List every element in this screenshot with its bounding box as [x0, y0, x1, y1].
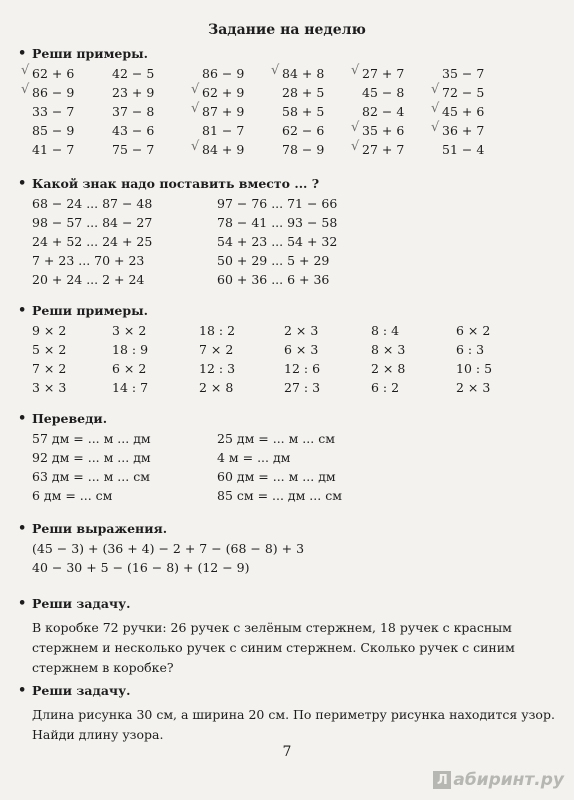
exercise-row — [18, 194, 558, 213]
section-heading: • Реши примеры. — [18, 46, 558, 64]
exercise-item — [284, 342, 371, 357]
exercise-text: 27 : 3 — [284, 380, 321, 395]
exercise-item — [217, 450, 467, 465]
exercise-row — [18, 121, 558, 140]
exercise-text: 10 : 5 — [456, 361, 493, 376]
exercise-item — [202, 123, 282, 138]
problem-text: Длина рисунка 30 см, а ширина 20 см. По периметру рисунка находится узор. Найди длину узора. — [32, 707, 555, 742]
exercise-text: 7 × 2 — [199, 342, 234, 357]
exercise-item — [32, 234, 217, 249]
section-heading: • Реши задачу. — [18, 596, 558, 614]
exercise-item — [199, 361, 284, 376]
exercise-row — [18, 232, 558, 251]
check-mark-icon: √ — [191, 101, 200, 116]
exercise-text: 62 + 9 — [202, 85, 245, 100]
exercise-row — [18, 83, 558, 102]
exercise-text: 87 + 9 — [202, 104, 245, 119]
exercise-row — [18, 486, 558, 505]
exercise-text: 97 − 76 ... 71 − 66 — [217, 196, 338, 211]
exercise-item — [217, 253, 467, 268]
section-solve-examples-1 — [18, 46, 558, 159]
exercise-item — [284, 323, 371, 338]
watermark-letter-icon: Л — [433, 771, 451, 789]
exercise-item — [217, 469, 467, 484]
exercise-item — [199, 380, 284, 395]
exercise-item — [284, 380, 371, 395]
exercise-item — [202, 66, 282, 81]
exercise-item — [112, 361, 199, 376]
exercise-text: 54 + 23 ... 54 + 32 — [217, 234, 338, 249]
exercise-item — [112, 104, 202, 119]
exercise-item — [32, 123, 112, 138]
exercise-text: 45 − 8 — [362, 85, 405, 100]
exercise-text: 7 × 2 — [32, 361, 67, 376]
exercise-item — [217, 272, 467, 287]
exercise-item — [217, 431, 467, 446]
exercise-text: 6 × 3 — [284, 342, 319, 357]
exercise-text: 5 × 2 — [32, 342, 67, 357]
exercise-text: 3 × 2 — [112, 323, 147, 338]
section-heading: • Какой знак надо поставить вместо ... ? — [18, 176, 558, 194]
exercise-text: 63 дм = ... м ... см — [32, 469, 150, 484]
exercise-item — [32, 450, 217, 465]
exercise-text: 75 − 7 — [112, 142, 155, 157]
exercise-text: 43 − 6 — [112, 123, 155, 138]
exercise-row — [18, 340, 558, 359]
exercise-item — [32, 323, 112, 338]
exercise-text: 84 + 9 — [202, 142, 245, 157]
exercise-item — [442, 66, 512, 81]
exercise-item — [371, 380, 456, 395]
section-word-problem-1 — [18, 596, 558, 678]
exercise-text: 81 − 7 — [202, 123, 245, 138]
exercise-text: 51 − 4 — [442, 142, 485, 157]
exercise-item — [32, 342, 112, 357]
exercise-text: 98 − 57 ... 84 − 27 — [32, 215, 153, 230]
exercise-item — [112, 142, 202, 157]
exercise-text: 78 − 41 ... 93 − 58 — [217, 215, 338, 230]
exercise-text: 14 : 7 — [112, 380, 149, 395]
exercise-text: 6 : 2 — [371, 380, 400, 395]
section-word-problem-2 — [18, 683, 558, 745]
exercise-item — [456, 323, 526, 338]
section-heading: • Реши задачу. — [18, 683, 558, 701]
exercise-row — [18, 140, 558, 159]
exercise-item — [32, 142, 112, 157]
exercise-item — [32, 196, 217, 211]
section-heading: • Реши примеры. — [18, 303, 558, 321]
exercise-text: 27 + 7 — [362, 66, 405, 81]
exercise-item — [32, 104, 112, 119]
check-mark-icon: √ — [21, 82, 30, 97]
check-mark-icon: √ — [21, 63, 30, 78]
exercise-item — [217, 196, 467, 211]
exercise-text: 58 + 5 — [282, 104, 325, 119]
page-title: Задание на неделю — [208, 22, 366, 38]
exercise-row — [18, 429, 558, 448]
exercise-row — [18, 270, 558, 289]
exercise-item — [351, 139, 442, 157]
exercise-item — [112, 380, 199, 395]
section-expressions — [18, 521, 558, 577]
exercise-text: 57 дм = ... м ... дм — [32, 431, 151, 446]
exercise-text: 50 + 29 ... 5 + 29 — [217, 253, 330, 268]
exercise-item — [32, 469, 217, 484]
exercise-text: 62 + 6 — [32, 66, 75, 81]
exercise-row — [18, 64, 558, 83]
exercise-item — [456, 380, 526, 395]
exercise-text: 86 − 9 — [202, 66, 245, 81]
exercise-text: 72 − 5 — [442, 85, 485, 100]
exercise-text: 85 − 9 — [32, 123, 75, 138]
expression-line: (45 − 3) + (36 + 4) − 2 + 7 − (68 − 8) + 3 — [32, 541, 305, 556]
exercise-item — [112, 342, 199, 357]
check-mark-icon: √ — [431, 82, 440, 97]
exercise-item — [431, 101, 512, 119]
exercise-text: 3 × 3 — [32, 380, 67, 395]
exercise-text: 4 м = ... дм — [217, 450, 291, 465]
exercise-item — [362, 104, 442, 119]
exercise-item — [32, 431, 217, 446]
exercise-text: 2 × 8 — [371, 361, 406, 376]
exercise-item — [21, 63, 112, 81]
exercise-text: 12 : 3 — [199, 361, 236, 376]
check-mark-icon: √ — [351, 63, 360, 78]
exercise-item — [32, 253, 217, 268]
watermark-text: абиринт.ру — [453, 770, 564, 790]
section-convert-units — [18, 411, 558, 505]
exercise-item — [217, 488, 467, 503]
exercise-text: 35 − 7 — [442, 66, 485, 81]
exercise-text: 68 − 24 ... 87 − 48 — [32, 196, 153, 211]
exercise-text: 33 − 7 — [32, 104, 75, 119]
check-mark-icon: √ — [351, 139, 360, 154]
exercise-text: 82 − 4 — [362, 104, 405, 119]
check-mark-icon: √ — [431, 101, 440, 116]
section-compare-sign — [18, 176, 558, 289]
expression-line: 40 − 30 + 5 − (16 − 8) + (12 − 9) — [32, 560, 250, 575]
exercise-item — [32, 380, 112, 395]
exercise-text: 18 : 2 — [199, 323, 236, 338]
exercise-item — [112, 85, 202, 100]
exercise-item — [284, 361, 371, 376]
exercise-item — [217, 215, 467, 230]
exercise-item — [282, 142, 362, 157]
check-mark-icon: √ — [271, 63, 280, 78]
exercise-item — [362, 85, 442, 100]
exercise-text: 45 + 6 — [442, 104, 485, 119]
exercise-text: 8 : 4 — [371, 323, 400, 338]
exercise-row — [18, 359, 558, 378]
exercise-text: 36 + 7 — [442, 123, 485, 138]
exercise-text: 37 − 8 — [112, 104, 155, 119]
watermark-logo — [433, 770, 564, 790]
exercise-text: 12 : 6 — [284, 361, 321, 376]
exercise-text: 27 + 7 — [362, 142, 405, 157]
exercise-item — [431, 120, 512, 138]
exercise-text: 6 × 2 — [456, 323, 491, 338]
exercise-text: 62 − 6 — [282, 123, 325, 138]
exercise-text: 6 : 3 — [456, 342, 485, 357]
exercise-text: 35 + 6 — [362, 123, 405, 138]
check-mark-icon: √ — [431, 120, 440, 135]
exercise-row — [18, 448, 558, 467]
exercise-text: 86 − 9 — [32, 85, 75, 100]
exercise-item — [371, 342, 456, 357]
exercise-item — [271, 63, 362, 81]
exercise-item — [371, 361, 456, 376]
exercise-item — [199, 342, 284, 357]
section-solve-examples-2 — [18, 303, 558, 397]
check-mark-icon: √ — [191, 139, 200, 154]
exercise-text: 24 + 52 ... 24 + 25 — [32, 234, 153, 249]
exercise-text: 2 × 8 — [199, 380, 234, 395]
section-heading: • Реши выражения. — [18, 521, 558, 539]
exercise-item — [191, 139, 282, 157]
exercise-row — [18, 213, 558, 232]
section-heading: • Переведи. — [18, 411, 558, 429]
check-mark-icon: √ — [191, 82, 200, 97]
exercise-row — [18, 321, 558, 340]
exercise-item — [217, 234, 467, 249]
exercise-text: 28 + 5 — [282, 85, 325, 100]
exercise-text: 92 дм = ... м ... дм — [32, 450, 151, 465]
exercise-text: 78 − 9 — [282, 142, 325, 157]
exercise-item — [21, 82, 112, 100]
exercise-text: 6 дм = ... см — [32, 488, 113, 503]
exercise-text: 2 × 3 — [456, 380, 491, 395]
exercise-text: 18 : 9 — [112, 342, 149, 357]
exercise-item — [112, 123, 202, 138]
exercise-row — [18, 378, 558, 397]
exercise-text: 20 + 24 ... 2 + 24 — [32, 272, 145, 287]
exercise-item — [32, 488, 217, 503]
exercise-item — [32, 361, 112, 376]
exercise-item — [32, 215, 217, 230]
exercise-row — [18, 102, 558, 121]
exercise-text: 60 + 36 ... 6 + 36 — [217, 272, 330, 287]
exercise-text: 25 дм = ... м ... см — [217, 431, 335, 446]
exercise-text: 6 × 2 — [112, 361, 147, 376]
exercise-item — [282, 104, 362, 119]
exercise-item — [282, 85, 362, 100]
exercise-text: 23 + 9 — [112, 85, 155, 100]
exercise-item — [282, 123, 362, 138]
page-number: 7 — [282, 744, 292, 760]
problem-text: В коробке 72 ручки: 26 ручек с зелёным стержнем, 18 ручек с красным стержнем и несколько ручек с синим стержнем. Сколько ручек с синим стержнем в коробке? — [32, 620, 515, 675]
exercise-item — [351, 63, 442, 81]
exercise-item — [191, 82, 282, 100]
exercise-item — [371, 323, 456, 338]
exercise-text: 60 дм = ... м ... дм — [217, 469, 336, 484]
exercise-item — [456, 342, 526, 357]
exercise-text: 42 − 5 — [112, 66, 155, 81]
exercise-text: 8 × 3 — [371, 342, 406, 357]
exercise-item — [456, 361, 526, 376]
exercise-row — [18, 467, 558, 486]
exercise-text: 84 + 8 — [282, 66, 325, 81]
exercise-item — [199, 323, 284, 338]
exercise-item — [32, 272, 217, 287]
exercise-item — [112, 66, 202, 81]
exercise-text: 9 × 2 — [32, 323, 67, 338]
exercise-item — [191, 101, 282, 119]
exercise-text: 85 см = ... дм ... см — [217, 488, 342, 503]
exercise-text: 7 + 23 ... 70 + 23 — [32, 253, 145, 268]
check-mark-icon: √ — [351, 120, 360, 135]
exercise-item — [351, 120, 442, 138]
exercise-text: 2 × 3 — [284, 323, 319, 338]
exercise-text: 41 − 7 — [32, 142, 75, 157]
exercise-item — [112, 323, 199, 338]
exercise-row — [18, 251, 558, 270]
exercise-item — [442, 142, 512, 157]
exercise-item — [431, 82, 512, 100]
